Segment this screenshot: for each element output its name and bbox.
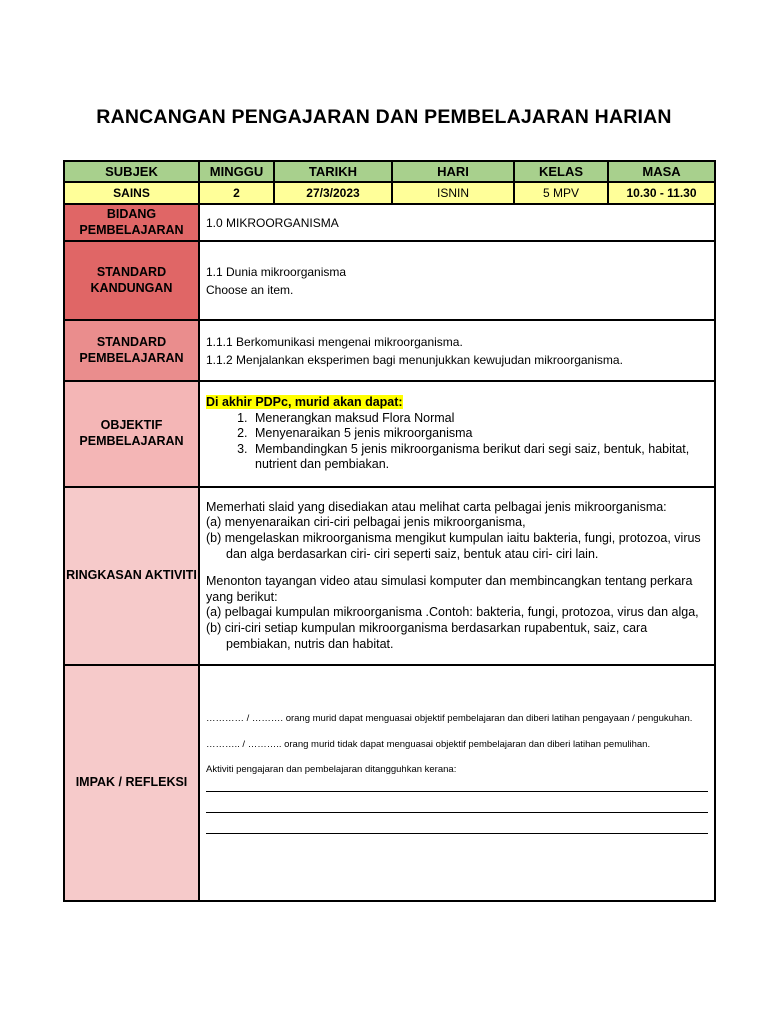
objektif-list bbox=[206, 411, 708, 474]
ringkasan-content[interactable] bbox=[199, 487, 715, 665]
write-line[interactable] bbox=[206, 833, 708, 834]
page-title: RANCANGAN PENGAJARAN DAN PEMBELAJARAN HARIAN bbox=[96, 106, 672, 128]
objektif-row bbox=[64, 381, 715, 487]
impak-line: Aktiviti pengajaran dan pembelajaran ditangguhkan kerana: bbox=[206, 764, 457, 776]
bidang-content[interactable]: 1.0 MIKROORGANISMA bbox=[199, 204, 715, 241]
header-masa: MASA bbox=[608, 161, 715, 182]
objektif-label: OBJEKTIF PEMBELAJARAN bbox=[64, 381, 199, 487]
objektif-content[interactable] bbox=[199, 381, 715, 487]
ringkasan-text: dan alga berdasarkan ciri- ciri seperti saiz, bentuk atau ciri- ciri lain. bbox=[226, 546, 599, 561]
objektif-item: 2. Menyenaraikan 5 jenis mikroorganisma bbox=[251, 426, 708, 442]
value-kelas[interactable]: 5 MPV bbox=[514, 182, 608, 204]
header-hari: HARI bbox=[392, 161, 514, 182]
ringkasan-text: (a) menyenaraikan ciri-ciri pelbagai jenis mikroorganisma, bbox=[206, 515, 526, 530]
objektif-item: 3. Membandingkan 5 jenis mikroorganisma berikut dari segi saiz, bentuk, habitat, nutrient dan pembiakan. bbox=[251, 442, 708, 473]
write-line[interactable] bbox=[206, 812, 708, 813]
impak-line[interactable]: ………… / ………. orang murid dapat menguasai objektif pembelajaran dan diberi latihan pengayaan / pengukuhan. bbox=[206, 712, 693, 724]
standard-kandungan-label: STANDARD KANDUNGAN bbox=[64, 241, 199, 320]
header-subjek: SUBJEK bbox=[64, 161, 199, 182]
impak-content[interactable] bbox=[199, 665, 715, 901]
header-tarikh: TARIKH bbox=[274, 161, 392, 182]
pembelajaran-line: 1.1.2 Menjalankan eksperimen bagi menunjukkan kewujudan mikroorganisma. bbox=[206, 352, 623, 367]
pembelajaran-row bbox=[64, 320, 715, 381]
values-row bbox=[64, 182, 715, 204]
objektif-intro: Di akhir PDPc, murid akan dapat: bbox=[206, 394, 403, 409]
ringkasan-label: RINGKASAN AKTIVITI bbox=[64, 487, 199, 665]
lesson-plan-table bbox=[63, 160, 716, 902]
header-kelas: KELAS bbox=[514, 161, 608, 182]
standard-pembelajaran-label: STANDARD PEMBELAJARAN bbox=[64, 320, 199, 381]
header-minggu: MINGGU bbox=[199, 161, 274, 182]
ringkasan-text: (b) mengelaskan mikroorganisma mengikut kumpulan iaitu bakteria, fungi, protozoa, virus bbox=[206, 530, 701, 545]
ringkasan-text: pembiakan, nutris dan habitat. bbox=[226, 636, 394, 651]
value-subjek[interactable]: SAINS bbox=[64, 182, 199, 204]
ringkasan-text: (b) ciri-ciri setiap kumpulan mikroorganisma berdasarkan rupabentuk, saiz, cara bbox=[206, 621, 648, 636]
value-masa[interactable]: 10.30 - 11.30 bbox=[608, 182, 715, 204]
value-minggu[interactable]: 2 bbox=[199, 182, 274, 204]
kandungan-row bbox=[64, 241, 715, 320]
standard-kandungan-content[interactable] bbox=[199, 241, 715, 320]
pembelajaran-line: 1.1.1 Berkomunikasi mengenai mikroorganisma. bbox=[206, 334, 463, 349]
objektif-item: 1. Menerangkan maksud Flora Normal bbox=[251, 411, 708, 427]
bidang-row bbox=[64, 204, 715, 241]
standard-pembelajaran-content[interactable] bbox=[199, 320, 715, 381]
kandungan-line: 1.1 Dunia mikroorganisma bbox=[206, 264, 347, 279]
value-tarikh[interactable]: 27/3/2023 bbox=[274, 182, 392, 204]
ringkasan-text: (a) pelbagai kumpulan mikroorganisma .Contoh: bakteria, fungi, protozoa, virus dan alga, bbox=[206, 605, 699, 620]
ringkasan-row bbox=[64, 487, 715, 665]
impak-row bbox=[64, 665, 715, 901]
impak-label: IMPAK / REFLEKSI bbox=[64, 665, 199, 901]
value-hari[interactable]: ISNIN bbox=[392, 182, 514, 204]
kandungan-choose-item[interactable]: Choose an item. bbox=[206, 282, 294, 297]
bidang-label: BIDANG PEMBELAJARAN bbox=[64, 204, 199, 241]
impak-line[interactable]: ……….. / ……….. orang murid tidak dapat menguasai objektif pembelajaran dan diberi latihan pemulihan. bbox=[206, 738, 651, 750]
ringkasan-text: Menonton tayangan video atau simulasi komputer dan membincangkan tentang perkara yang berikut: bbox=[206, 574, 693, 604]
ringkasan-text: Memerhati slaid yang disediakan atau melihat carta pelbagai jenis mikroorganisma: bbox=[206, 499, 667, 514]
write-line[interactable] bbox=[206, 791, 708, 792]
header-row bbox=[64, 161, 715, 182]
